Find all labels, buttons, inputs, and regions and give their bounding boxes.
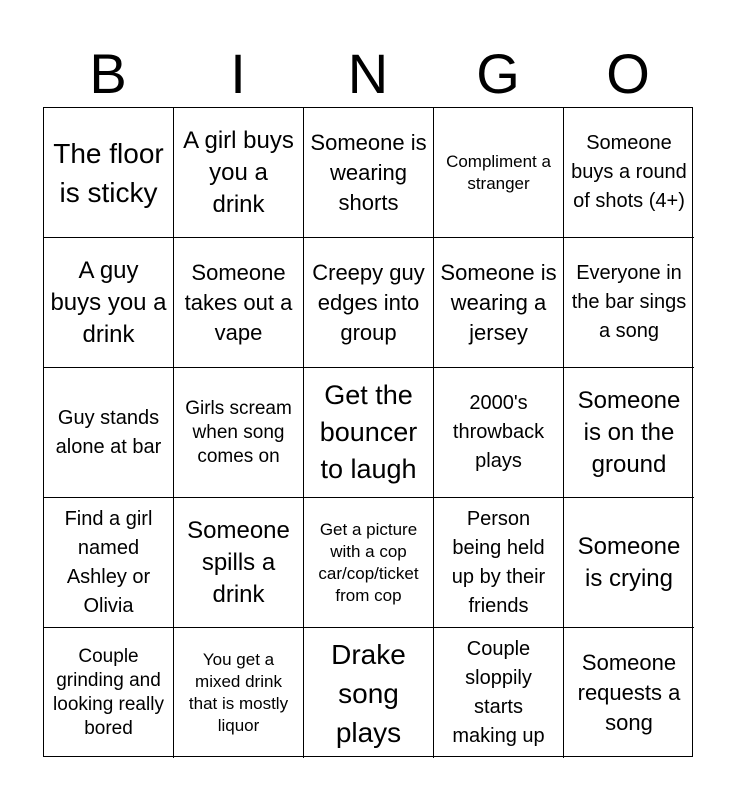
header-letter-n: N <box>347 42 389 105</box>
cell-text: Get a picture with a cop car/cop/ticket from cop <box>318 519 419 605</box>
bingo-cell[interactable] <box>304 498 434 628</box>
bingo-cell[interactable] <box>564 498 694 628</box>
bingo-cell[interactable] <box>434 108 564 238</box>
cell-text: Someone requests a song <box>577 650 681 735</box>
bingo-cell[interactable] <box>304 368 434 498</box>
bingo-cell[interactable] <box>564 628 694 758</box>
cell-text: Couple sloppily starts making up <box>452 638 545 747</box>
cell-text: Someone spills a drink <box>187 516 290 608</box>
bingo-cell[interactable] <box>44 628 174 758</box>
bingo-cell[interactable] <box>44 498 174 628</box>
cell-text: Someone is on the ground <box>577 386 681 478</box>
cell-text: Girls scream when song comes on <box>185 397 292 467</box>
cell-text: Someone is wearing a jersey <box>440 259 557 345</box>
cell-text: Someone is wearing shorts <box>310 129 427 215</box>
cell-text: Compliment a stranger <box>446 151 551 193</box>
bingo-cell[interactable] <box>44 108 174 238</box>
bingo-cell[interactable] <box>434 368 564 498</box>
bingo-cell[interactable] <box>304 628 434 758</box>
bingo-cell[interactable] <box>304 108 434 238</box>
cell-text: You get a mixed drink that is mostly liquor <box>188 650 289 735</box>
cell-text: Get the bouncer to laugh <box>319 380 418 484</box>
header-letter-o: O <box>606 42 650 105</box>
bingo-cell[interactable] <box>174 628 304 758</box>
header-letter-b: B <box>89 42 127 105</box>
bingo-card <box>43 107 693 757</box>
cell-text: Find a girl named Ashley or Olivia <box>64 507 153 617</box>
cell-text: Everyone in the bar sings a song <box>571 262 687 342</box>
header-letter-i: I <box>230 42 246 105</box>
cell-text: Guy stands alone at bar <box>55 406 162 458</box>
bingo-cell[interactable] <box>564 368 694 498</box>
bingo-cell[interactable] <box>44 238 174 368</box>
bingo-cell[interactable] <box>174 498 304 628</box>
bingo-cell[interactable] <box>434 238 564 368</box>
cell-text: Drake song plays <box>331 638 406 748</box>
bingo-cell[interactable] <box>434 498 564 628</box>
bingo-header <box>43 40 693 108</box>
cell-text: Person being held up by their friends <box>451 507 546 617</box>
cell-text: Someone is crying <box>577 532 681 592</box>
cell-text: A girl buys you a drink <box>183 126 294 218</box>
bingo-cell[interactable] <box>44 368 174 498</box>
cell-text: Someone buys a round of shots (4+) <box>571 132 687 212</box>
cell-text: The floor is sticky <box>53 137 164 208</box>
cell-text: Couple grinding and looking really bored <box>53 646 164 739</box>
bingo-cell[interactable] <box>174 108 304 238</box>
cell-text: 2000's throwback plays <box>452 392 545 472</box>
bingo-cell[interactable] <box>434 628 564 758</box>
bingo-cell[interactable] <box>174 238 304 368</box>
bingo-cell[interactable] <box>564 108 694 238</box>
bingo-cell[interactable] <box>304 238 434 368</box>
bingo-cell[interactable] <box>174 368 304 498</box>
cell-text: Someone takes out a vape <box>184 259 293 345</box>
cell-text: A guy buys you a drink <box>50 256 167 348</box>
header-letter-g: G <box>476 42 520 105</box>
cell-text: Creepy guy edges into group <box>312 259 425 345</box>
bingo-cell[interactable] <box>564 238 694 368</box>
